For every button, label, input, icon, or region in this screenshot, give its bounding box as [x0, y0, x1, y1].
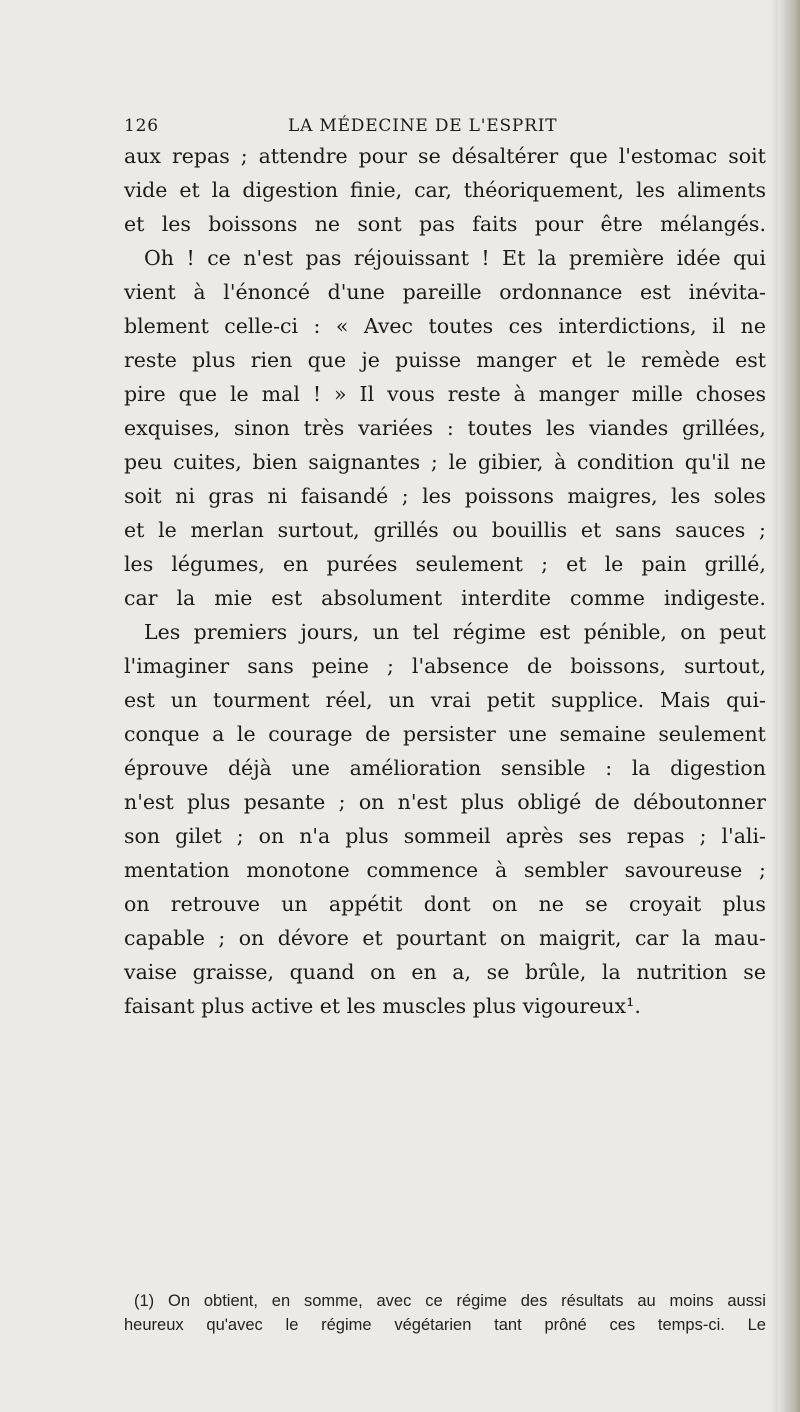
page-number: 126: [124, 116, 159, 136]
footnote-line: (1) On obtient, en somme, avec ce régime des résultats au moins aussi: [134, 1292, 766, 1310]
text-line: les légumes, en purées seulement ; et le pain grillé,: [124, 552, 766, 576]
footnotes: [124, 1289, 766, 1337]
text-line: pire que le mal ! » Il vous reste à manger mille choses: [124, 382, 766, 406]
text-line: l'imaginer sans peine ; l'absence de boissons, surtout,: [124, 654, 766, 678]
page-gutter-shadow: [770, 0, 778, 1412]
text-line: Les premiers jours, un tel régime est pénible, on peut: [144, 620, 766, 644]
body-text: [124, 139, 766, 1023]
text-line: blement celle-ci : « Avec toutes ces interdictions, il ne: [124, 314, 766, 338]
text-line: n'est plus pesante ; on n'est plus obligé de déboutonner: [124, 790, 766, 814]
text-line: et le merlan surtout, grillés ou bouillis et sans sauces ;: [124, 518, 766, 542]
text-line: capable ; on dévore et pourtant on maigrit, car la mau-: [124, 926, 766, 950]
text-line: exquises, sinon très variées : toutes les viandes grillées,: [124, 416, 766, 440]
text-line: car la mie est absolument interdite comme indigeste.: [124, 586, 766, 610]
text-line: et les boissons ne sont pas faits pour être mélangés.: [124, 212, 766, 236]
page-edge: [778, 0, 800, 1412]
text-line: Oh ! ce n'est pas réjouissant ! Et la première idée qui: [144, 246, 766, 270]
text-line: vide et la digestion finie, car, théoriquement, les aliments: [124, 178, 766, 202]
running-title: LA MÉDECINE DE L'ESPRIT: [288, 116, 558, 136]
footnote-line: heureux qu'avec le régime végétarien tant prôné ces temps-ci. Le: [124, 1316, 766, 1334]
text-line: éprouve déjà une amélioration sensible : la digestion: [124, 756, 766, 780]
text-line: soit ni gras ni faisandé ; les poissons maigres, les soles: [124, 484, 766, 508]
text-line: peu cuites, bien saignantes ; le gibier, à condition qu'il ne: [124, 450, 766, 474]
text-line: conque a le courage de persister une semaine seulement: [124, 722, 766, 746]
text-line: aux repas ; attendre pour se désaltérer que l'estomac soit: [124, 144, 766, 168]
text-line: est un tourment réel, un vrai petit supplice. Mais qui-: [124, 688, 766, 712]
text-line: mentation monotone commence à sembler savoureuse ;: [124, 858, 766, 882]
text-line: faisant plus active et les muscles plus vigoureux¹.: [124, 994, 641, 1018]
text-line: reste plus rien que je puisse manger et le remède est: [124, 348, 766, 372]
text-line: vaise graisse, quand on en a, se brûle, la nutrition se: [124, 960, 766, 984]
text-line: vient à l'énoncé d'une pareille ordonnance est inévita-: [124, 280, 766, 304]
text-line: son gilet ; on n'a plus sommeil après ses repas ; l'ali-: [124, 824, 766, 848]
text-line: on retrouve un appétit dont on ne se croyait plus: [124, 892, 766, 916]
